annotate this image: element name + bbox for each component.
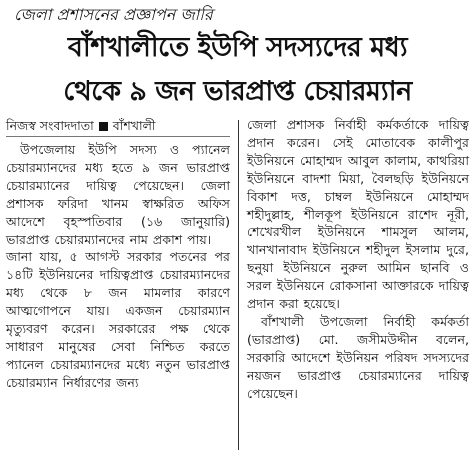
headline (6, 26, 469, 114)
column-left (6, 116, 238, 450)
headline-line-1: বাঁশখালীতে ইউপি সদস্যদের মধ্য (67, 32, 408, 63)
paragraph-4: বাঁশখালী উপজেলা নির্বাহী কর্মকর্তা (ভারপ্রাপ্ত) মো. জসীমউদ্দীন বলেন, সরকারি আদেশে ইউনিয়ন পরিষদ সদস্যদের নয়জন ভারপ্রাপ্ত চেয়ারম্যানের দায়িত্ব পেয়েছেন। (247, 313, 469, 401)
kicker: জেলা প্রশাসনের প্রজ্ঞাপন জারি (14, 5, 213, 24)
article-columns (6, 116, 469, 450)
byline-square-icon (99, 122, 108, 131)
byline-reporter: নিজস্ব সংবাদদাতা (6, 118, 94, 133)
paragraph-1: উপজেলায় ইউপি সদস্য ও প্যানেল চেয়ারম্যানদের মধ্য হতে ৯ জন ভারপ্রাপ্ত চেয়ারম্যানের দায়িত্ব পেয়েছেন। জেলা প্রশাসক ফরিদা খানম স্বাক্ষরিত অফিস আদেশে বৃহস্পতিবার (১৬ জানুয়ারি) ভারপ্রাপ্ত চেয়ারম্যানদের নাম প্রকাশ পায়। (6, 142, 230, 247)
column-right (239, 116, 469, 450)
paragraph-2: জানা যায়, ৫ আগস্ট সরকার পতনের পর ১৪টি ইউনিয়নের দায়িত্বপ্রাপ্ত চেয়ারম্যানদের মধ্য থেকে ৮ জন মামলার কারণে আত্মগোপনে যায়। একজন চেয়ারম্যান মৃত্যুবরণ করেন। সরকারের পক্ষ থেকে সাধারণ মানুষের সেবা নিশ্চিত করতে প্যানেল চেয়ারম্যানদের মধ্যে নতুন ভারপ্রাপ্ত চেয়ারম্যান নির্ধারণের জন্য (6, 249, 230, 390)
headline-line-2: থেকে ৯ জন ভারপ্রাপ্ত চেয়ারম্যান (63, 76, 412, 107)
byline-location: বাঁশখালী (112, 118, 156, 133)
byline (6, 116, 230, 137)
paragraph-3: জেলা প্রশাসক নির্বাহী কর্মকর্তাকে দায়িত্ব প্রদান করেন। সেই মোতাবেক কালীপুর ইউনিয়নে মোহাম্মদ আবুল কালাম, কাথরিয়া ইউনিয়নে বাদশা মিয়া, বৈলছড়ি ইউনিয়নে বিকাশ দত্ত, চাম্বল ইউনিয়নে মোহাম্মদ শহীদুল্লাহ, শীলকূপ ইউনিয়নে রাশেদ নূরী, শেখেরখীল ইউনিয়নে শামসুল আলম, খানখানাবাদ ইউনিয়নে শহীদুল ইসলাম দুরে, ছনুয়া ইউনিয়নে নুরুল আমিন ছানবি ও সরল ইউনিয়নে রোকসানা আক্তারকে দায়িত্ব প্রদান করা হয়েছে। (247, 117, 469, 312)
